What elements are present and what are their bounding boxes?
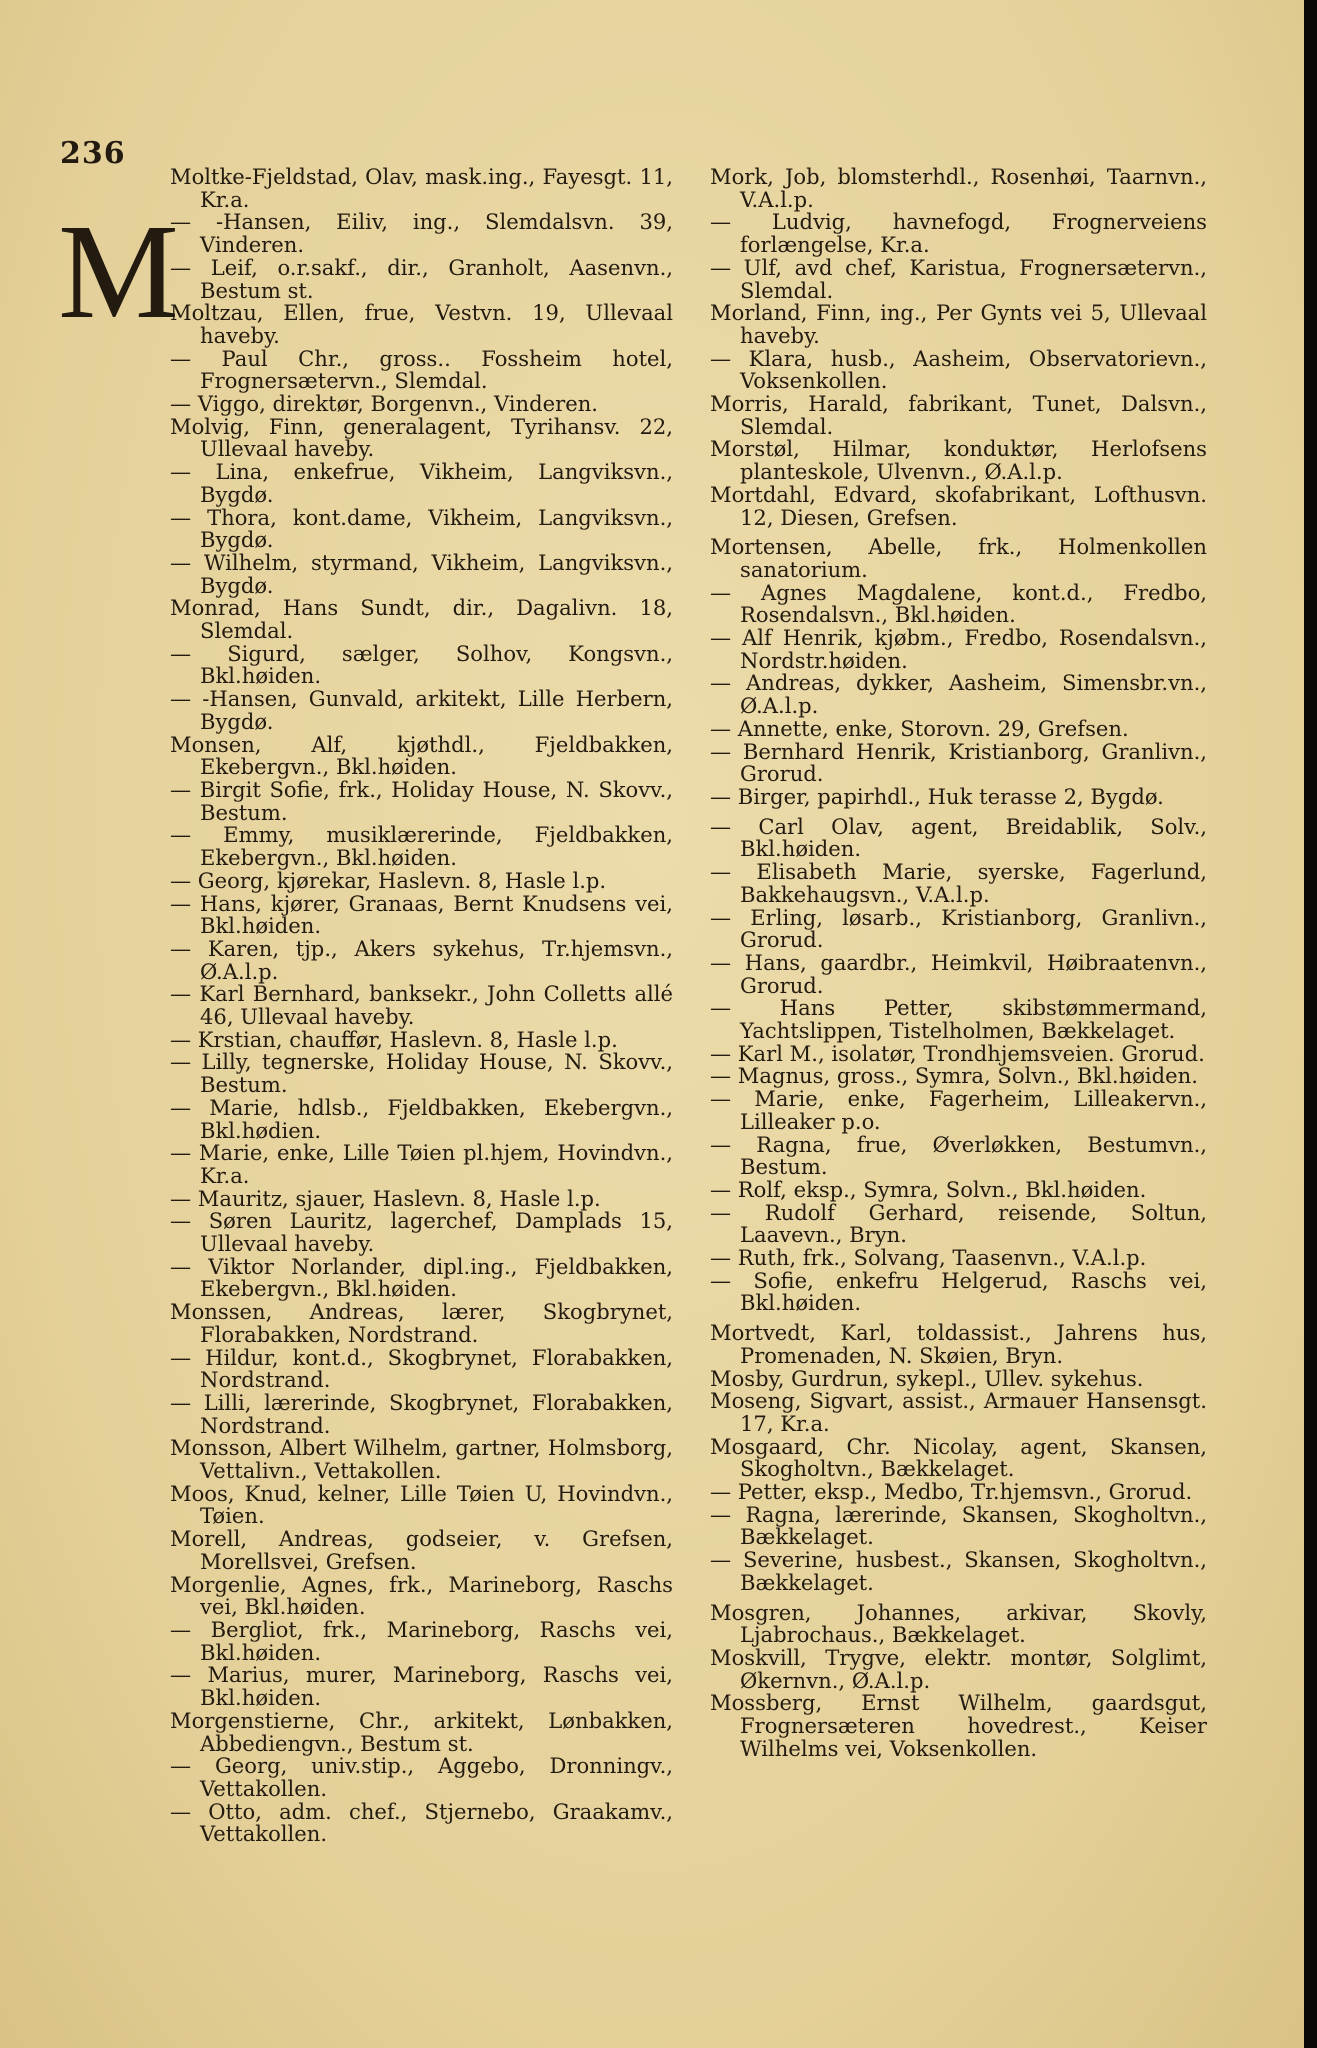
directory-entry: Moseng, Sigvart, assist., Armauer Hansensgt. 17, Kr.a. xyxy=(710,1388,1207,1436)
directory-entry: — Hans Petter, skibstømmermand, Yachtslippen, Tistelholmen, Bækkelaget. xyxy=(710,995,1207,1044)
directory-entry: — Magnus, gross., Symra, Solvn., Bkl.høiden. xyxy=(710,1063,1198,1089)
directory-entry: Mortensen, Abelle, frk., Holmenkollen sanatorium. xyxy=(710,534,1207,582)
directory-entry: — Wilhelm, styrmand, Vikheim, Langviksvn., Bygdø. xyxy=(170,549,673,598)
directory-entry: — Thora, kont.dame, Vikheim, Langviksvn., Bygdø. xyxy=(170,504,673,553)
directory-entry: Monsson, Albert Wilhelm, gartner, Holmsborg, Vettalivn., Vettakollen. xyxy=(170,1435,673,1484)
directory-entry: — Lilly, tegnerske, Holiday House, N. Skovv., Bestum. xyxy=(170,1049,673,1098)
directory-entry: Mossberg, Ernst Wilhelm, gaardsgut, Frognersæteren hovedrest., Keiser Wilhelms vei, Voksenkollen. xyxy=(710,1690,1207,1761)
directory-entry: Morgenstierne, Chr., arkitekt, Lønbakken, Abbediengvn., Bestum st. xyxy=(170,1707,673,1756)
directory-entry: — Severine, husbest., Skansen, Skogholtvn., Bækkelaget. xyxy=(710,1547,1207,1595)
page-number: 236 xyxy=(60,136,126,171)
directory-entry: — Leif, o.r.sakf., dir., Granholt, Aasenvn., Bestum st. xyxy=(170,254,673,303)
directory-entry: — Mauritz, sjauer, Haslevn. 8, Hasle l.p. xyxy=(170,1185,601,1211)
directory-entry: — Klara, husb., Aasheim, Observatorievn., Voksenkollen. xyxy=(710,345,1207,394)
left-column xyxy=(170,166,673,1846)
directory-entry: — Hans, kjører, Granaas, Bernt Knudsens vei, Bkl.høiden. xyxy=(170,890,673,939)
directory-entry: Moltke-Fjeldstad, Olav, mask.ing., Fayesgt. 11, Kr.a. xyxy=(170,164,673,212)
right-column xyxy=(710,166,1207,1761)
directory-entry: — Lina, enkefrue, Vikheim, Langviksvn., Bygdø. xyxy=(170,459,673,507)
directory-entry: Morland, Finn, ing., Per Gynts vei 5, Ullevaal haveby. xyxy=(710,300,1207,348)
directory-entry: — Ragna, lærerinde, Skansen, Skogholtvn., Bækkelaget. xyxy=(710,1501,1207,1550)
directory-entry: — Emmy, musiklærerinde, Fjeldbakken, Ekebergvn., Bkl.høiden. xyxy=(170,822,673,871)
directory-entry: Monssen, Andreas, lærer, Skogbrynet, Florabakken, Nordstrand. xyxy=(170,1299,673,1347)
directory-entry: — Andreas, dykker, Aasheim, Simensbr.vn., Ø.A.l.p. xyxy=(710,670,1207,719)
directory-entry: — Ragna, frue, Øverløkken, Bestumvn., Bestum. xyxy=(710,1131,1207,1180)
directory-entry: — Erling, løsarb., Kristianborg, Granlivn., Grorud. xyxy=(710,904,1207,953)
directory-entry: Mosby, Gurdrun, sykepl., Ullev. sykehus. xyxy=(710,1365,1144,1391)
directory-entry: — Rudolf Gerhard, reisende, Soltun, Laavevn., Bryn. xyxy=(710,1199,1207,1248)
directory-entry: — Rolf, eksp., Symra, Solvn., Bkl.høiden. xyxy=(710,1176,1147,1202)
directory-entry: Molvig, Finn, generalagent, Tyrihansv. 22, Ullevaal haveby. xyxy=(170,413,673,462)
directory-entry: Monsen, Alf, kjøthdl., Fjeldbakken, Ekebergvn., Bkl.høiden. xyxy=(170,731,673,780)
directory-entry: — Ulf, avd chef, Karistua, Frognersætervn., Slemdal. xyxy=(710,254,1207,303)
directory-entry: — Annette, enke, Storovn. 29, Grefsen. xyxy=(710,715,1129,741)
directory-entry: — Marie, enke, Fagerheim, Lilleakervn., Lilleaker p.o. xyxy=(710,1086,1207,1134)
directory-entry: — -Hansen, Gunvald, arkitekt, Lille Herbern, Bygdø. xyxy=(170,686,673,734)
directory-entry: Moos, Knud, kelner, Lille Tøien U, Hovindvn., Tøien. xyxy=(170,1480,673,1529)
section-letter: M xyxy=(58,197,179,347)
directory-entry: — Hans, gaardbr., Heimkvil, Høibraatenvn., Grorud. xyxy=(710,949,1207,998)
directory-entry: — Georg, kjørekar, Haslevn. 8, Hasle l.p. xyxy=(170,867,607,893)
directory-entry: — Alf Henrik, kjøbm., Fredbo, Rosendalsvn., Nordstr.høiden. xyxy=(710,625,1207,673)
directory-entry: — Viktor Norlander, dipl.ing., Fjeldbakken, Ekebergvn., Bkl.høiden. xyxy=(170,1253,673,1302)
directory-entry: — Marius, murer, Marineborg, Raschs vei, Bkl.høiden. xyxy=(170,1662,673,1711)
directory-entry: — Hildur, kont.d., Skogbrynet, Florabakken, Nordstrand. xyxy=(170,1344,673,1393)
directory-entry: Morell, Andreas, godseier, v. Grefsen, Morellsvei, Grefsen. xyxy=(170,1526,673,1574)
directory-entry: — Ludvig, havnefogd, Frognerveiens forlængelse, Kr.a. xyxy=(710,209,1207,258)
directory-entry: Moskvill, Trygve, elektr. montør, Solglimt, Økernvn., Ø.A.l.p. xyxy=(710,1645,1207,1693)
directory-entry: — -Hansen, Eiliv, ing., Slemdalsvn. 39, Vinderen. xyxy=(170,209,673,258)
directory-entry: — Carl Olav, agent, Breidablik, Solv., Bkl.høiden. xyxy=(710,813,1207,862)
directory-entry: — Otto, adm. chef., Stjernebo, Graakamv., Vettakollen. xyxy=(170,1798,673,1847)
directory-entry: — Paul Chr., gross.. Fossheim hotel, Frognersætervn., Slemdal. xyxy=(170,345,673,394)
directory-entry: Monrad, Hans Sundt, dir., Dagalivn. 18, Slemdal. xyxy=(170,595,673,644)
directory-entry: — Agnes Magdalene, kont.d., Fredbo, Rosendalsvn., Bkl.høiden. xyxy=(710,579,1207,628)
directory-entry: — Petter, eksp., Medbo, Tr.hjemsvn., Grorud. xyxy=(710,1479,1193,1505)
directory-entry: — Sigurd, sælger, Solhov, Kongsvn., Bkl.høiden. xyxy=(170,640,673,689)
directory-entry: — Georg, univ.stip., Aggebo, Dronningv., Vettakollen. xyxy=(170,1753,673,1801)
directory-entry: Mork, Job, blomsterhdl., Rosenhøi, Taarnvn., V.A.l.p. xyxy=(710,164,1207,212)
directory-entry: Morris, Harald, fabrikant, Tunet, Dalsvn., Slemdal. xyxy=(710,391,1207,439)
directory-entry: Mosgaard, Chr. Nicolay, agent, Skansen, Skogholtvn., Bækkelaget. xyxy=(710,1433,1207,1482)
directory-entry: Morgenlie, Agnes, frk., Marineborg, Raschs vei, Bkl.høiden. xyxy=(170,1571,673,1620)
directory-entry: Morstøl, Hilmar, konduktør, Herlofsens planteskole, Ulvenvn., Ø.A.l.p. xyxy=(710,436,1207,485)
directory-entry: — Marie, hdlsb., Fjeldbakken, Ekebergvn., Bkl.hødien. xyxy=(170,1094,673,1143)
directory-entry: — Lilli, lærerinde, Skogbrynet, Florabakken, Nordstrand. xyxy=(170,1389,673,1438)
directory-entry: — Viggo, direktør, Borgenvn., Vinderen. xyxy=(170,391,598,417)
directory-entry: — Karl Bernhard, banksekr., John Colletts allé 46, Ullevaal haveby. xyxy=(170,981,673,1030)
directory-entry: — Karen, tjp., Akers sykehus, Tr.hjemsvn., Ø.A.l.p. xyxy=(170,935,673,984)
directory-entry: — Birgit Sofie, frk., Holiday House, N. Skovv., Bestum. xyxy=(170,776,673,825)
directory-entry: Moltzau, Ellen, frue, Vestvn. 19, Ullevaal haveby. xyxy=(170,300,673,348)
directory-entry: — Krstian, chauffør, Haslevn. 8, Hasle l.p. xyxy=(170,1026,618,1052)
directory-entry: — Marie, enke, Lille Tøien pl.hjem, Hovindvn., Kr.a. xyxy=(170,1140,673,1188)
directory-entry: — Søren Lauritz, lagerchef, Damplads 15, Ullevaal haveby. xyxy=(170,1208,673,1257)
directory-entry: — Bergliot, frk., Marineborg, Raschs vei, Bkl.høiden. xyxy=(170,1617,673,1665)
directory-entry: — Bernhard Henrik, Kristianborg, Granlivn., Grorud. xyxy=(710,738,1207,787)
directory-entry: Mortvedt, Karl, toldassist., Jahrens hus, Promenaden, N. Skøien, Bryn. xyxy=(710,1320,1207,1368)
directory-entry: — Sofie, enkefru Helgerud, Raschs vei, Bkl.høiden. xyxy=(710,1267,1207,1316)
directory-entry: — Ruth, frk., Solvang, Taasenvn., V.A.l.p. xyxy=(710,1245,1147,1271)
directory-entry: Mortdahl, Edvard, skofabrikant, Lofthusvn. 12, Diesen, Grefsen. xyxy=(710,481,1207,530)
directory-entry: — Birger, papirhdl., Huk terasse 2, Bygdø. xyxy=(710,783,1164,809)
directory-entry: — Karl M., isolatør, Trondhjemsveien. Grorud. xyxy=(710,1040,1205,1066)
directory-entry: Mosgren, Johannes, arkivar, Skovly, Ljabrochaus., Bækkelaget. xyxy=(710,1599,1207,1648)
directory-entry: — Elisabeth Marie, syerske, Fagerlund, Bakkehaugsvn., V.A.l.p. xyxy=(710,859,1207,907)
